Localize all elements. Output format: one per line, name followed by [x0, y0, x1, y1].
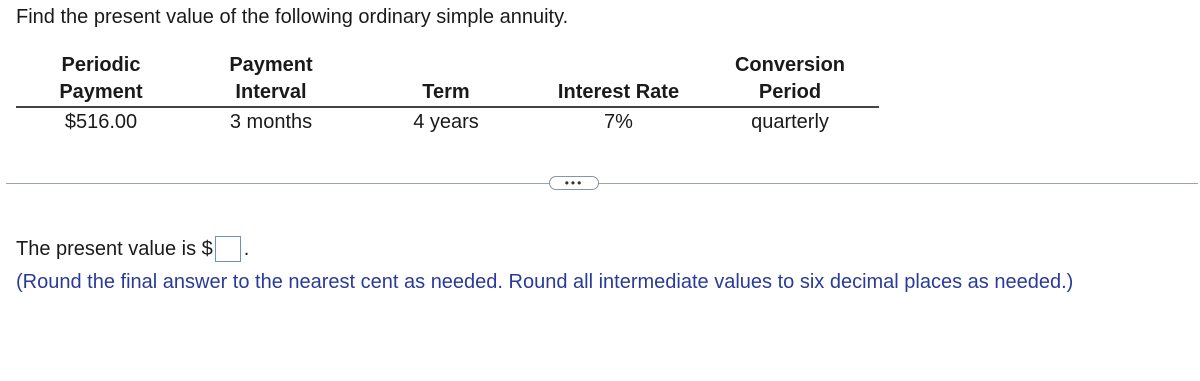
table-row: [16, 107, 879, 136]
header-line: Payment: [59, 81, 143, 103]
header-line: Interval: [235, 81, 307, 103]
cell-periodic-payment: $516.00: [64, 111, 138, 133]
header-line: Period: [758, 81, 822, 103]
cell-term: 4 years: [413, 111, 479, 133]
header-line: Payment: [229, 54, 313, 76]
expand-more-button[interactable]: [549, 176, 599, 190]
question-text: Find the present value of the following ordinary simple annuity.: [16, 6, 569, 28]
answer-prefix: The present value is $: [16, 238, 213, 260]
ellipsis-icon: •••: [564, 176, 584, 190]
present-value-input[interactable]: [215, 236, 241, 262]
cell-payment-interval: 3 months: [229, 111, 313, 133]
rounding-instruction: (Round the final answer to the nearest cent as needed. Round all intermediate values to six decimal places as needed.): [16, 271, 1074, 293]
header-line: Periodic: [61, 54, 141, 76]
header-line: Term: [422, 81, 470, 103]
header-term: [356, 52, 536, 107]
answer-suffix: .: [243, 238, 250, 260]
header-periodic-payment: [16, 52, 186, 107]
divider: [6, 183, 1198, 184]
header-payment-interval: [186, 52, 356, 107]
header-conversion-period: [701, 52, 879, 107]
table-header-row: [16, 52, 879, 107]
answer-line: [16, 236, 249, 262]
cell-interest-rate: 7%: [604, 111, 633, 133]
header-line: Conversion: [734, 54, 846, 76]
cell-conversion-period: quarterly: [751, 111, 829, 133]
header-interest-rate: [536, 52, 701, 107]
annuity-table: [16, 52, 879, 136]
header-line: Interest Rate: [557, 81, 680, 103]
